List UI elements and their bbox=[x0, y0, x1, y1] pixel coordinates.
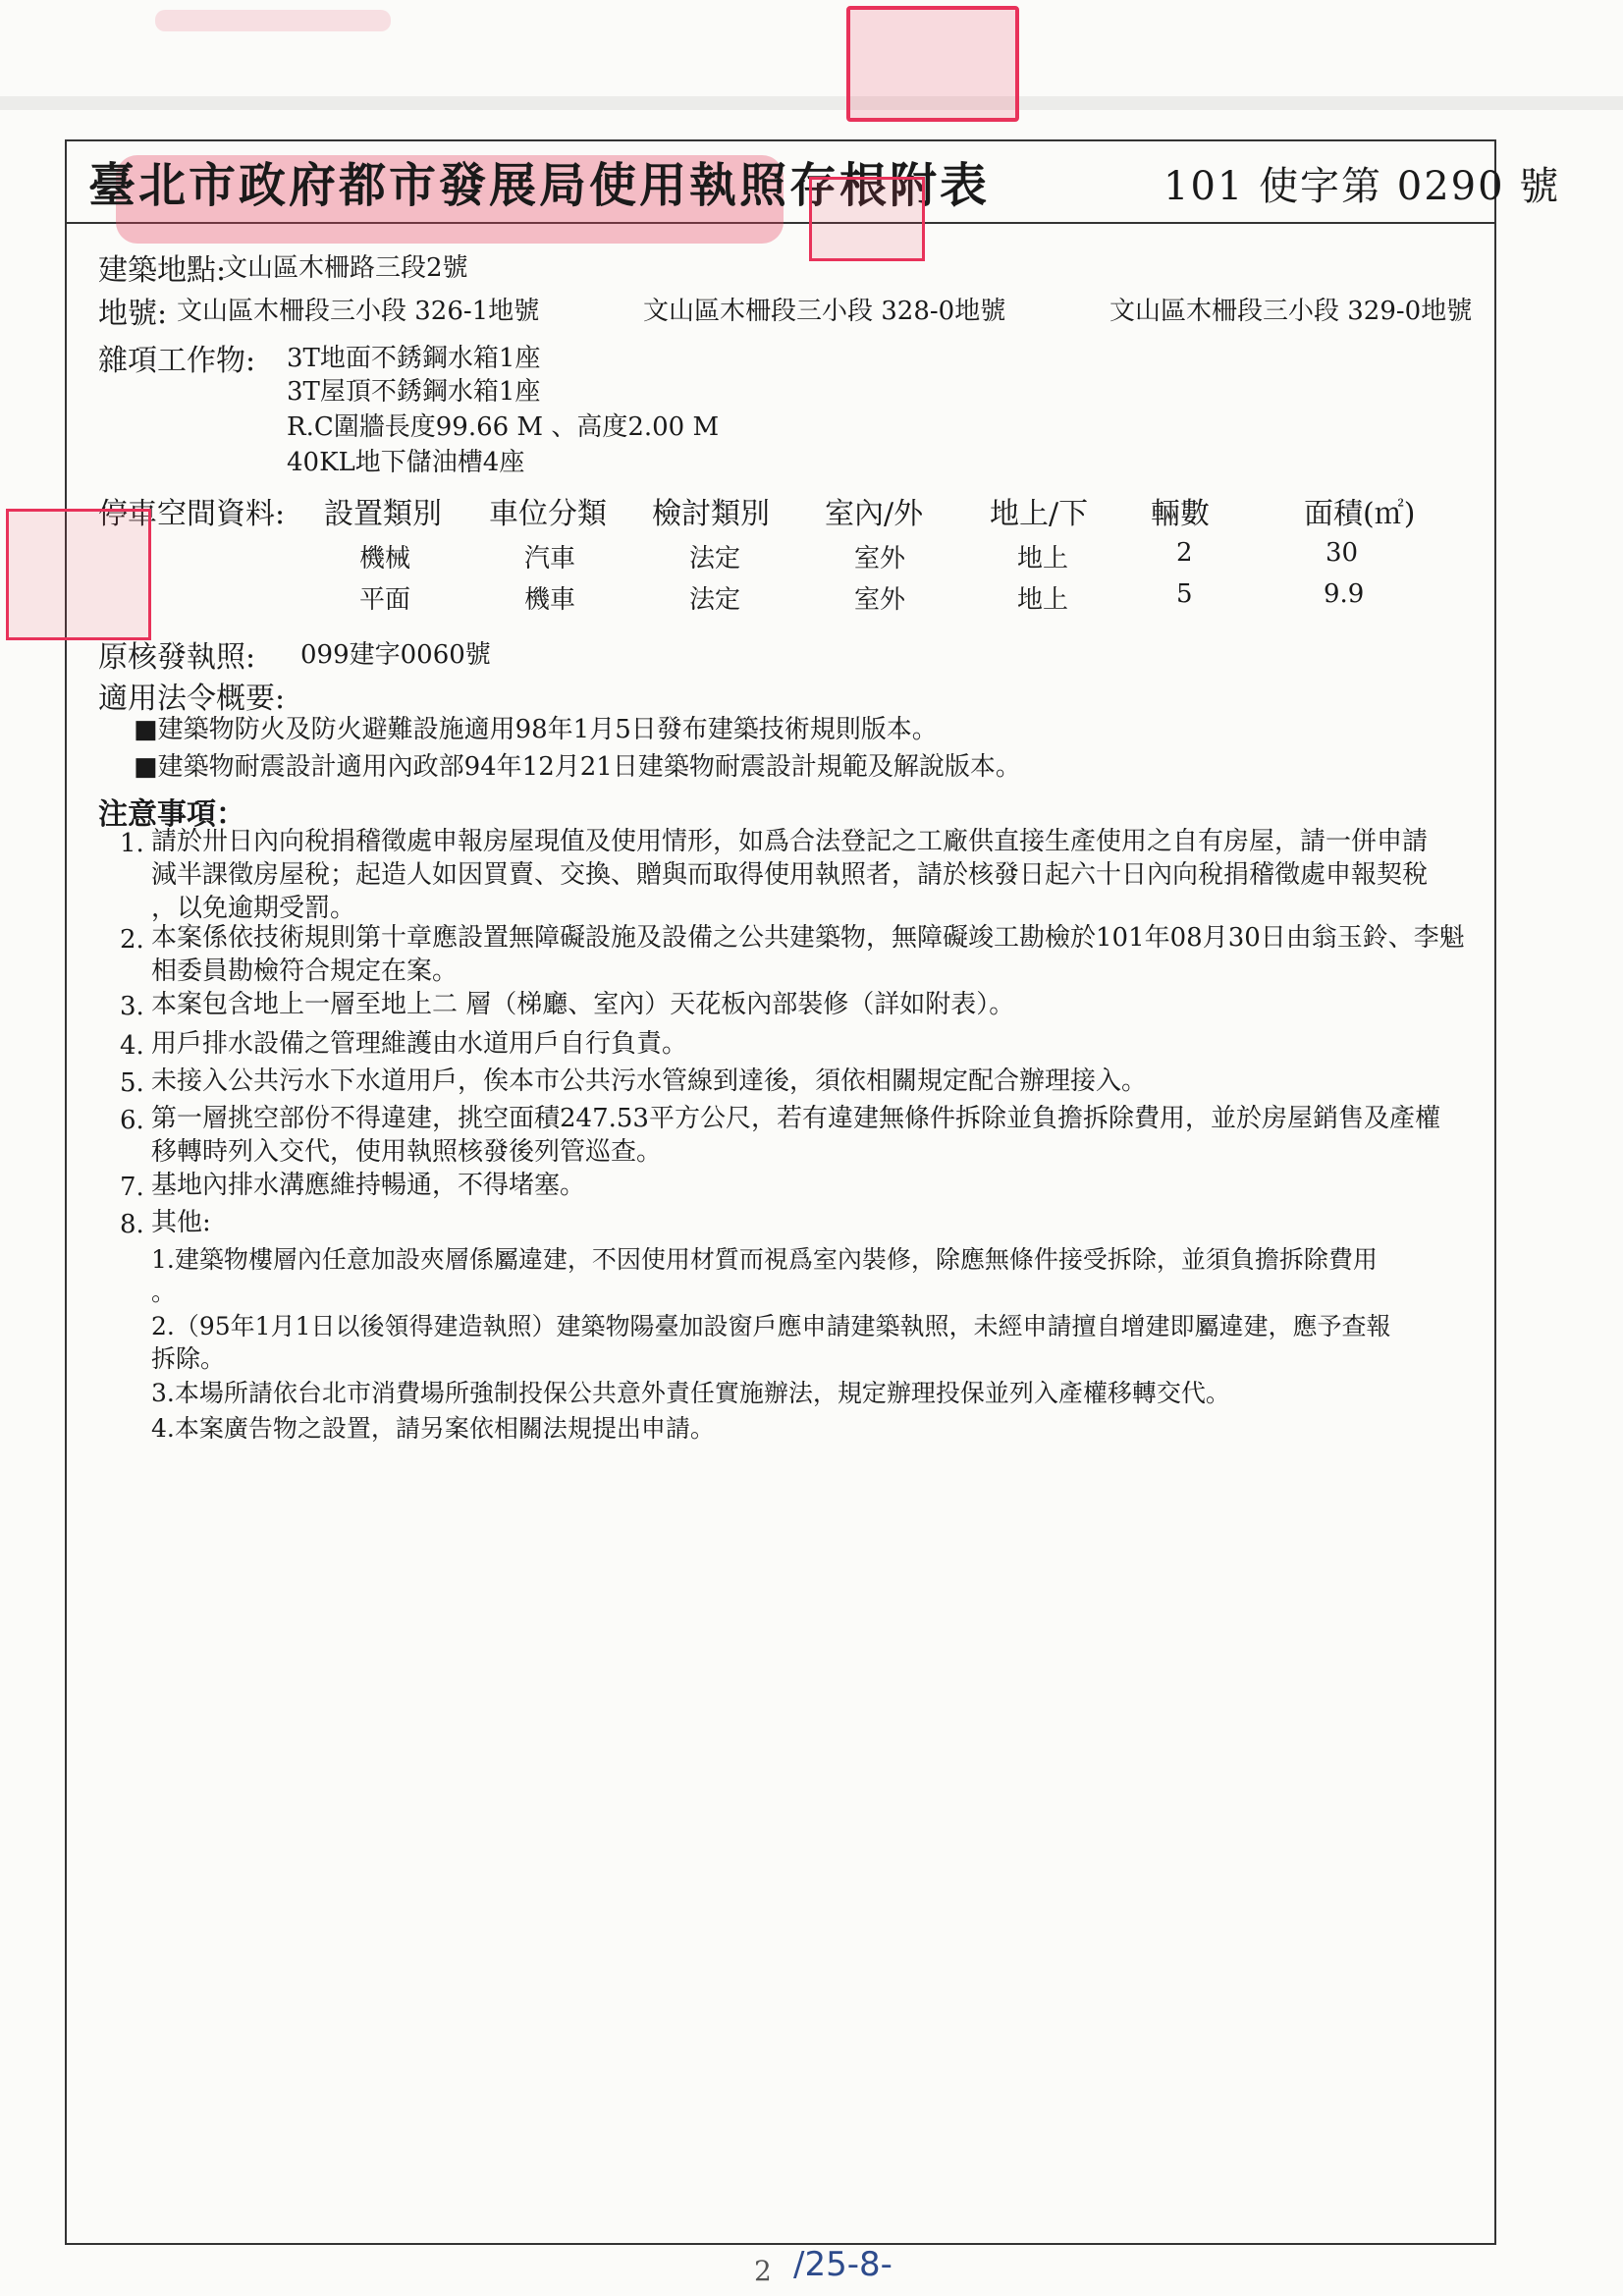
parking-cell: 室外 bbox=[854, 585, 906, 615]
parking-cell: 地上 bbox=[1017, 585, 1069, 615]
page-number: 2 bbox=[754, 2255, 772, 2287]
sub-note-line: 3.本場所請依台北市消費場所強制投保公共意外責任實施辦法，規定辦理投保並列入產權移轉交代。 bbox=[151, 1379, 1230, 1407]
parking-cell: 9.9 bbox=[1324, 579, 1365, 609]
permit-number: 101 使字第 0290 號 bbox=[1163, 164, 1561, 209]
original-permit-value: 099建字0060號 bbox=[300, 640, 491, 670]
scan-fold-band bbox=[0, 96, 1623, 110]
note-item-7 bbox=[151, 1169, 1506, 1202]
note-item-1 bbox=[151, 825, 1506, 925]
sub-note-line: 1.建築物樓層內任意加設夾層係屬違建，不因使用材質而視爲室內裝修，除應無條件接受拆除，並須負擔拆除費用 bbox=[151, 1245, 1378, 1274]
sub-note-4 bbox=[151, 1412, 1506, 1445]
note-number: 3. bbox=[120, 992, 144, 1021]
official-seal-stamp-top bbox=[846, 6, 1019, 122]
parking-cell: 平面 bbox=[359, 585, 411, 615]
note-item-3 bbox=[151, 988, 1506, 1021]
regulation-item: ■建築物耐震設計適用內政部94年12月21日建築物耐震設計規範及解說版本。 bbox=[134, 752, 1021, 782]
parking-label: 停車空間資料: bbox=[98, 497, 286, 531]
address-label: 建築地點: bbox=[98, 253, 227, 288]
parking-cell: 機械 bbox=[359, 544, 411, 574]
parking-cell: 2 bbox=[1176, 538, 1193, 568]
handwritten-mark: /25-8- bbox=[793, 2245, 893, 2284]
sub-note-1 bbox=[151, 1243, 1506, 1308]
note-item-8 bbox=[151, 1206, 1506, 1239]
parking-cell: 30 bbox=[1325, 538, 1359, 568]
parking-cell: 機車 bbox=[524, 585, 576, 615]
document-title: 臺北市政府都市發展局使用執照存根附表 bbox=[88, 158, 991, 213]
parking-cell: 汽車 bbox=[524, 544, 576, 574]
note-line: 用戶排水設備之管理維護由水道用戶自行負責。 bbox=[151, 1029, 688, 1059]
note-line: ，以免逾期受罰。 bbox=[151, 894, 356, 923]
sub-note-3 bbox=[151, 1377, 1506, 1409]
note-line: 基地內排水溝應維持暢通，不得堵塞。 bbox=[151, 1171, 586, 1200]
works-item: R.C圍牆長度99.66 M 、高度2.00 M bbox=[287, 412, 720, 442]
parking-cell: 室外 bbox=[854, 544, 906, 574]
regulations-label: 適用法令概要: bbox=[98, 682, 286, 716]
note-line: 本案係依技術規則第十章應設置無障礙設施及設備之公共建築物，無障礙竣工勘檢於101年08月30日由翁玉鈴、李魁 bbox=[151, 923, 1465, 953]
regulation-item: ■建築物防火及防火避難設施適用98年1月5日發布建築技術規則版本。 bbox=[134, 715, 938, 744]
note-item-2 bbox=[151, 921, 1506, 988]
notes-label: 注意事項： bbox=[98, 797, 245, 832]
note-line: 移轉時列入交代，使用執照核發後列管巡查。 bbox=[151, 1137, 663, 1167]
parking-header: 面積(㎡) bbox=[1304, 497, 1416, 531]
parking-header: 輛數 bbox=[1151, 497, 1210, 531]
parking-header: 室內/外 bbox=[825, 497, 924, 531]
note-item-6 bbox=[151, 1102, 1506, 1169]
note-number: 5. bbox=[120, 1068, 144, 1098]
parking-cell: 5 bbox=[1176, 579, 1193, 609]
lot-number-2: 文山區木柵段三小段 328-0地號 bbox=[643, 297, 1006, 326]
note-line: 相委員勘檢符合規定在案。 bbox=[151, 957, 459, 986]
parking-header: 設置類別 bbox=[324, 497, 442, 531]
faint-stamp-smear bbox=[155, 10, 391, 31]
sub-note-line: 拆除。 bbox=[151, 1344, 226, 1373]
address-value: 文山區木柵路三段2號 bbox=[222, 253, 468, 283]
parking-header: 檢討類別 bbox=[652, 497, 770, 531]
note-line: 本案包含地上一層至地上二 層（梯廳、室內）天花板內部裝修（詳如附表）。 bbox=[151, 990, 1015, 1019]
note-number: 7. bbox=[120, 1173, 144, 1202]
parking-cell: 法定 bbox=[689, 544, 741, 574]
works-item: 3T地面不銹鋼水箱1座 bbox=[287, 344, 541, 373]
note-line: 未接入公共污水下水道用戶，俟本市公共污水管線到達後，須依相關規定配合辦理接入。 bbox=[151, 1066, 1148, 1096]
parking-cell: 法定 bbox=[689, 585, 741, 615]
works-item: 40KL地下儲油槽4座 bbox=[287, 448, 525, 477]
note-line: 其他: bbox=[151, 1208, 211, 1237]
parking-header: 地上/下 bbox=[990, 497, 1089, 531]
lot-number-1: 文山區木柵段三小段 326-1地號 bbox=[177, 297, 540, 326]
note-item-4 bbox=[151, 1027, 1506, 1061]
sub-note-line: 2.（95年1月1日以後領得建造執照）建築物陽臺加設窗戶應申請建築執照，未經申請擅自增建即屬違建，應予查報 bbox=[151, 1312, 1391, 1340]
note-item-5 bbox=[151, 1065, 1506, 1098]
official-seal-stamp-left bbox=[6, 509, 151, 640]
parking-cell: 地上 bbox=[1017, 544, 1069, 574]
note-line: 第一層挑空部份不得違建，挑空面積247.53平方公尺，若有違建無條件拆除並負擔拆除費用，並於房屋銷售及產權 bbox=[151, 1104, 1440, 1133]
note-number: 8. bbox=[120, 1210, 144, 1239]
note-number: 1. bbox=[120, 829, 144, 858]
note-number: 6. bbox=[120, 1106, 144, 1135]
lot-label: 地號: bbox=[98, 297, 168, 331]
works-item: 3T屋頂不銹鋼水箱1座 bbox=[287, 377, 541, 407]
note-number: 4. bbox=[120, 1031, 144, 1061]
sub-note-line: 。 bbox=[151, 1278, 177, 1306]
works-label: 雜項工作物: bbox=[98, 344, 256, 378]
note-line: 減半課徵房屋稅；起造人如因買賣、交換、贈與而取得使用執照者，請於核發日起六十日內向稅捐稽徵處申報契稅 bbox=[151, 860, 1429, 890]
official-seal-stamp-middle bbox=[809, 177, 925, 261]
original-permit-label: 原核發執照: bbox=[98, 640, 256, 675]
parking-header: 車位分類 bbox=[489, 497, 607, 531]
sub-note-2 bbox=[151, 1310, 1506, 1375]
sub-note-line: 4.本案廣告物之設置，請另案依相關法規提出申請。 bbox=[151, 1414, 715, 1443]
note-line: 請於卅日內向稅捐稽徵處申報房屋現值及使用情形，如爲合法登記之工廠供直接生產使用之自有房屋，請一併申請 bbox=[151, 827, 1429, 856]
lot-number-3: 文山區木柵段三小段 329-0地號 bbox=[1109, 297, 1473, 326]
note-number: 2. bbox=[120, 925, 144, 955]
